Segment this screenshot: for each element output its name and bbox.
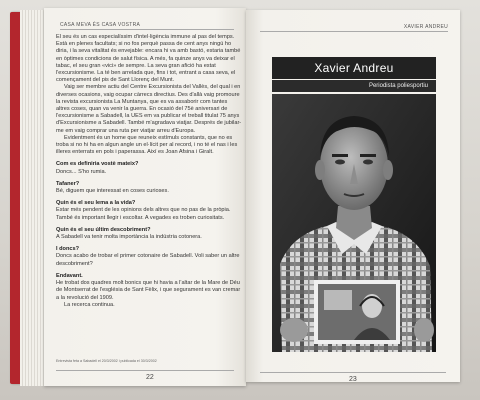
right-running-header: XAVIER ANDREU: [403, 24, 448, 30]
chapter-title: Xavier Andreu: [272, 57, 436, 79]
left-page: [44, 8, 246, 386]
portrait-photo: [272, 94, 436, 352]
interview-question: Quin és el seu últim descobriment?: [56, 226, 151, 233]
page-stack-edge: [20, 10, 46, 386]
left-body-text: [56, 34, 242, 309]
interview-answer: A Sabadell va tenir molta importància la indústria cotonera.: [56, 234, 202, 241]
interview-question: I doncs?: [56, 246, 79, 253]
paragraph: Vaig ser membre actiu del Centre Excursionista del Vallès, del qual i en diverses ocasions, vaig ocupar càrrecs directius. Des d'allà vaig promoure la revista excursionista La Muntanya, que es va assaborir com tantes altres coses, quan va venir la guerra. En ocasió del 75è aniversari de l'excursionisme a Sabadell, la UES em va publicar el treball titulat 75 anys d'Excursionisme a Sabadell. També m'agradava viatjar. Després de jubilar-me em vaig comprar una ruta per viatjar arreu d'Europa.: [56, 84, 242, 134]
interview-answer: Doncs... S'ho rumia.: [56, 168, 107, 175]
footnote: Entrevista feta a Sabadell el 20/3/2002 i publicada el 30/3/2002: [56, 359, 157, 363]
left-header-rule: [60, 29, 234, 30]
left-running-header: CASA MEVA ÉS CASA VOSTRA: [60, 22, 141, 28]
chapter-subtitle: Periodista poliesportiu: [272, 80, 436, 92]
closing-line: La recerca continua.: [64, 301, 115, 308]
right-page: [246, 10, 460, 382]
interview-answer: Estar més pendent de les opinions dels altres que no pas de la pròpia. També és important llegir i escoltar. A vegades es troben curiositats.: [56, 207, 231, 221]
paragraph: El seu és un cas especialíssim d'intel·ligència immune al pas del temps. Està en plenes facultats; si no fos perquè passa de cent anys ningú ho diria, i la seva vitalitat és envejable: encara hi va amb bastó, estaria també en òptimes condicions de salut física. A més, fa quinze anys va deixar el tabac, el seu gran «vici» de sempre. La seva gran afició ha estat l'excursionisme. La té ben arrelada que, fins i tot, entrant a casa seva, el començament del pis de Sant Llorenç del Munt.: [56, 34, 241, 84]
interview-question: Com es definiria vostè mateix?: [56, 161, 139, 168]
left-page-number: 22: [146, 374, 154, 381]
interview-answer: Bé, diguem que interessat en coses curioses.: [56, 188, 169, 195]
left-footer-rule: [56, 370, 234, 371]
interview-question: Tafaner?: [56, 180, 80, 187]
paragraph: Evidentment és un home que reuneix estímuls constants, que no es troba si no hi ha en algun angle un el·lícit per al record, i no té el nas i les illeres enterrats en pols i paperassa. Així es Joan Afsina i Giralt.: [56, 134, 238, 156]
interview-question: Endavant.: [56, 272, 83, 279]
interview-question: Quin és el seu lema a la vida?: [56, 200, 136, 207]
right-footer-rule: [260, 372, 446, 373]
interview-answer: Doncs acabo de trobar el primer cotonaire de Sabadell. Voli saber un altre descobriment?: [56, 253, 240, 267]
right-page-number: 23: [349, 376, 357, 382]
right-header-rule: [260, 31, 448, 32]
interview-answer: He trobat dos quadres molt bonics que hi havia a l'altar de la Mare de Déu de Montserrat de l'església de Sant Fèlix, i que segurament es van cremar a la revolució del 1909.: [56, 280, 241, 301]
portrait-illustration: [272, 94, 436, 352]
